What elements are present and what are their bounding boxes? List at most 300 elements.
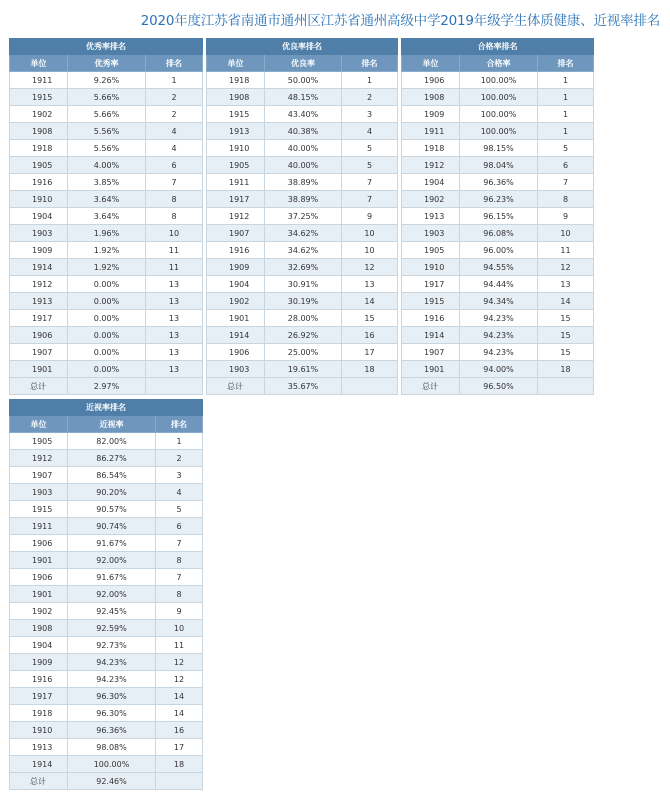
unit-cell: 1903: [10, 225, 68, 242]
table-row: [10, 603, 203, 620]
rate-cell: 94.23%: [460, 310, 538, 327]
table-row: [10, 191, 203, 208]
rank-cell: 7: [156, 569, 203, 586]
rate-cell: 3.85%: [68, 174, 146, 191]
unit-cell: 1914: [402, 327, 460, 344]
good-rate-table: [206, 38, 398, 395]
unit-cell: 1915: [10, 501, 68, 518]
rank-cell: 13: [146, 344, 203, 361]
rate-cell: 94.55%: [460, 259, 538, 276]
table-row: [10, 327, 203, 344]
rate-cell: 96.36%: [460, 174, 538, 191]
rate-cell: 0.00%: [68, 293, 146, 310]
unit-cell: 1903: [207, 361, 265, 378]
table-row: [207, 293, 398, 310]
rate-cell: 3.64%: [68, 208, 146, 225]
rate-cell: 100.00%: [68, 756, 156, 773]
rate-cell: 92.73%: [68, 637, 156, 654]
rate-cell: 98.15%: [460, 140, 538, 157]
table-caption: 合格率排名: [402, 39, 594, 55]
unit-cell: 1912: [10, 450, 68, 467]
unit-cell: 1916: [207, 242, 265, 259]
unit-cell: 1908: [10, 123, 68, 140]
unit-cell: 1911: [10, 72, 68, 89]
rank-cell: 3: [156, 467, 203, 484]
unit-cell: 1906: [402, 72, 460, 89]
table-row: [207, 344, 398, 361]
table-row: [402, 276, 594, 293]
unit-cell: 1912: [207, 208, 265, 225]
table-row: [10, 259, 203, 276]
total-label: 总计: [10, 378, 68, 395]
unit-cell: 1902: [10, 603, 68, 620]
table-row: [10, 174, 203, 191]
unit-cell: 1909: [207, 259, 265, 276]
unit-cell: 1914: [10, 756, 68, 773]
table-row: [402, 361, 594, 378]
table-row: [402, 293, 594, 310]
rate-cell: 91.67%: [68, 535, 156, 552]
rate-cell: 30.19%: [265, 293, 342, 310]
rank-cell: 2: [156, 450, 203, 467]
rate-cell: 100.00%: [460, 89, 538, 106]
table-row: [402, 89, 594, 106]
rate-cell: 5.66%: [68, 106, 146, 123]
rank-cell: 5: [342, 140, 398, 157]
table-row: [402, 157, 594, 174]
unit-cell: 1906: [10, 569, 68, 586]
total-row: [10, 773, 203, 790]
rate-cell: 4.00%: [68, 157, 146, 174]
rate-cell: 94.00%: [460, 361, 538, 378]
rate-cell: 34.62%: [265, 225, 342, 242]
unit-cell: 1916: [10, 671, 68, 688]
rank-cell: 4: [156, 484, 203, 501]
unit-cell: 1909: [402, 106, 460, 123]
table-row: [10, 722, 203, 739]
table-row: [10, 501, 203, 518]
rate-cell: 94.23%: [460, 327, 538, 344]
rank-cell: 7: [156, 535, 203, 552]
table-row: [402, 208, 594, 225]
table-row: [10, 140, 203, 157]
rate-cell: 86.27%: [68, 450, 156, 467]
rank-cell: 7: [342, 191, 398, 208]
rate-cell: 90.57%: [68, 501, 156, 518]
table-row: [402, 259, 594, 276]
rate-cell: 92.45%: [68, 603, 156, 620]
table-row: [402, 140, 594, 157]
unit-cell: 1917: [10, 688, 68, 705]
table-row: [10, 484, 203, 501]
rate-cell: 91.67%: [68, 569, 156, 586]
total-value: 96.50%: [460, 378, 538, 395]
unit-cell: 1907: [207, 225, 265, 242]
unit-cell: 1901: [402, 361, 460, 378]
rank-cell: 18: [342, 361, 398, 378]
unit-cell: 1912: [10, 276, 68, 293]
rate-cell: 92.59%: [68, 620, 156, 637]
rate-cell: 100.00%: [460, 106, 538, 123]
total-value: 35.67%: [265, 378, 342, 395]
unit-cell: 1905: [10, 433, 68, 450]
rate-cell: 30.91%: [265, 276, 342, 293]
rank-cell: 3: [342, 106, 398, 123]
column-header-rank: 排名: [538, 55, 594, 72]
rate-cell: 96.36%: [68, 722, 156, 739]
table-row: [10, 671, 203, 688]
rank-cell: 1: [156, 433, 203, 450]
rank-cell: 14: [538, 293, 594, 310]
unit-cell: 1904: [402, 174, 460, 191]
unit-cell: 1911: [402, 123, 460, 140]
unit-cell: 1915: [10, 89, 68, 106]
rank-cell: 18: [538, 361, 594, 378]
rank-cell: 16: [342, 327, 398, 344]
unit-cell: 1905: [402, 242, 460, 259]
rate-cell: 96.23%: [460, 191, 538, 208]
rate-cell: 100.00%: [460, 123, 538, 140]
table-row: [10, 123, 203, 140]
table-row: [10, 225, 203, 242]
rank-cell: 9: [156, 603, 203, 620]
rank-cell: 13: [146, 310, 203, 327]
rank-cell: 18: [156, 756, 203, 773]
rank-cell: 7: [146, 174, 203, 191]
rate-cell: 92.00%: [68, 552, 156, 569]
unit-cell: 1916: [402, 310, 460, 327]
table-row: [10, 310, 203, 327]
excellent-rate-table: [9, 38, 203, 395]
column-header-rate: 合格率: [460, 55, 538, 72]
table-row: [10, 89, 203, 106]
rank-cell: 17: [156, 739, 203, 756]
rank-cell: 10: [146, 225, 203, 242]
rank-cell: 5: [156, 501, 203, 518]
table-row: [10, 552, 203, 569]
rank-cell: 15: [538, 327, 594, 344]
rate-cell: 5.56%: [68, 123, 146, 140]
rate-cell: 28.00%: [265, 310, 342, 327]
column-header-rank: 排名: [156, 416, 203, 433]
rank-cell: 10: [538, 225, 594, 242]
rank-cell: 14: [156, 688, 203, 705]
rank-cell: 6: [538, 157, 594, 174]
total-rank: [538, 378, 594, 395]
rank-cell: 8: [156, 552, 203, 569]
table-row: [10, 361, 203, 378]
rank-cell: 12: [156, 654, 203, 671]
unit-cell: 1910: [10, 191, 68, 208]
table-row: [10, 106, 203, 123]
rate-cell: 1.92%: [68, 242, 146, 259]
rate-cell: 3.64%: [68, 191, 146, 208]
unit-cell: 1907: [10, 344, 68, 361]
unit-cell: 1906: [10, 535, 68, 552]
rate-cell: 94.34%: [460, 293, 538, 310]
unit-cell: 1901: [10, 361, 68, 378]
rank-cell: 14: [156, 705, 203, 722]
rate-cell: 94.23%: [460, 344, 538, 361]
unit-cell: 1907: [10, 467, 68, 484]
unit-cell: 1917: [10, 310, 68, 327]
rank-cell: 13: [146, 293, 203, 310]
rate-cell: 98.04%: [460, 157, 538, 174]
unit-cell: 1910: [207, 140, 265, 157]
table-row: [10, 450, 203, 467]
table-row: [10, 276, 203, 293]
column-header-unit: 单位: [10, 55, 68, 72]
total-label: 总计: [10, 773, 68, 790]
table-row: [10, 756, 203, 773]
unit-cell: 1911: [10, 518, 68, 535]
table-row: [10, 208, 203, 225]
rate-cell: 38.89%: [265, 174, 342, 191]
table-row: [10, 688, 203, 705]
column-header-rate: 优良率: [265, 55, 342, 72]
table-row: [10, 344, 203, 361]
table-row: [10, 293, 203, 310]
unit-cell: 1905: [10, 157, 68, 174]
rate-cell: 96.30%: [68, 688, 156, 705]
rate-cell: 94.44%: [460, 276, 538, 293]
rate-cell: 34.62%: [265, 242, 342, 259]
table-row: [10, 654, 203, 671]
table-row: [207, 123, 398, 140]
unit-cell: 1913: [10, 293, 68, 310]
table-row: [402, 191, 594, 208]
rank-cell: 17: [342, 344, 398, 361]
unit-cell: 1903: [10, 484, 68, 501]
rank-cell: 13: [146, 361, 203, 378]
unit-cell: 1918: [10, 140, 68, 157]
rank-cell: 8: [146, 208, 203, 225]
table-row: [10, 535, 203, 552]
table-row: [402, 225, 594, 242]
unit-cell: 1918: [10, 705, 68, 722]
table-caption: 优良率排名: [207, 39, 398, 55]
column-header-rank: 排名: [342, 55, 398, 72]
rate-cell: 96.30%: [68, 705, 156, 722]
unit-cell: 1918: [207, 72, 265, 89]
unit-cell: 1901: [207, 310, 265, 327]
unit-cell: 1903: [402, 225, 460, 242]
rank-cell: 10: [156, 620, 203, 637]
rank-cell: 4: [342, 123, 398, 140]
rate-cell: 5.56%: [68, 140, 146, 157]
unit-cell: 1906: [207, 344, 265, 361]
unit-cell: 1905: [207, 157, 265, 174]
unit-cell: 1908: [402, 89, 460, 106]
rate-cell: 1.96%: [68, 225, 146, 242]
rank-cell: 1: [538, 106, 594, 123]
rate-cell: 37.25%: [265, 208, 342, 225]
table-row: [10, 157, 203, 174]
rank-cell: 8: [156, 586, 203, 603]
rate-cell: 94.23%: [68, 671, 156, 688]
unit-cell: 1908: [207, 89, 265, 106]
table-row: [207, 106, 398, 123]
total-value: 2.97%: [68, 378, 146, 395]
table-row: [207, 89, 398, 106]
column-header-rank: 排名: [146, 55, 203, 72]
table-row: [402, 72, 594, 89]
unit-cell: 1904: [10, 208, 68, 225]
table-row: [402, 344, 594, 361]
page-title: 2020年度江苏省南通市通州区江苏省通州高级中学2019年级学生体质健康、近视率排名: [140, 13, 660, 29]
table-row: [207, 361, 398, 378]
rank-cell: 12: [538, 259, 594, 276]
rank-cell: 1: [146, 72, 203, 89]
column-header-unit: 单位: [207, 55, 265, 72]
table-row: [207, 327, 398, 344]
unit-cell: 1901: [10, 586, 68, 603]
rank-cell: 12: [342, 259, 398, 276]
rank-cell: 16: [156, 722, 203, 739]
unit-cell: 1913: [10, 739, 68, 756]
rate-cell: 90.74%: [68, 518, 156, 535]
unit-cell: 1909: [10, 242, 68, 259]
rank-cell: 12: [156, 671, 203, 688]
rank-cell: 8: [146, 191, 203, 208]
table-row: [10, 518, 203, 535]
total-rank: [146, 378, 203, 395]
table-caption: 近视率排名: [10, 400, 203, 416]
rate-cell: 82.00%: [68, 433, 156, 450]
rate-cell: 9.26%: [68, 72, 146, 89]
table-row: [207, 191, 398, 208]
table-row: [207, 140, 398, 157]
rank-cell: 11: [146, 242, 203, 259]
unit-cell: 1913: [402, 208, 460, 225]
rank-cell: 4: [146, 123, 203, 140]
unit-cell: 1910: [10, 722, 68, 739]
rate-cell: 50.00%: [265, 72, 342, 89]
rate-cell: 5.66%: [68, 89, 146, 106]
rank-cell: 9: [538, 208, 594, 225]
myopia-rate-table: [9, 399, 203, 790]
rate-cell: 0.00%: [68, 327, 146, 344]
rank-cell: 11: [146, 259, 203, 276]
rank-cell: 11: [156, 637, 203, 654]
unit-cell: 1909: [10, 654, 68, 671]
rank-cell: 15: [538, 310, 594, 327]
unit-cell: 1913: [207, 123, 265, 140]
column-header-rate: 优秀率: [68, 55, 146, 72]
rank-cell: 8: [538, 191, 594, 208]
rank-cell: 1: [342, 72, 398, 89]
unit-cell: 1918: [402, 140, 460, 157]
rate-cell: 0.00%: [68, 344, 146, 361]
rank-cell: 7: [538, 174, 594, 191]
unit-cell: 1902: [207, 293, 265, 310]
table-row: [10, 467, 203, 484]
rate-cell: 94.23%: [68, 654, 156, 671]
rank-cell: 15: [538, 344, 594, 361]
total-label: 总计: [207, 378, 265, 395]
rank-cell: 11: [538, 242, 594, 259]
rank-cell: 4: [146, 140, 203, 157]
rank-cell: 1: [538, 123, 594, 140]
rate-cell: 40.00%: [265, 157, 342, 174]
table-row: [207, 72, 398, 89]
rate-cell: 96.08%: [460, 225, 538, 242]
table-row: [10, 586, 203, 603]
rate-cell: 0.00%: [68, 361, 146, 378]
rank-cell: 15: [342, 310, 398, 327]
total-label: 总计: [402, 378, 460, 395]
total-rank: [156, 773, 203, 790]
rank-cell: 6: [156, 518, 203, 535]
unit-cell: 1906: [10, 327, 68, 344]
rate-cell: 32.69%: [265, 259, 342, 276]
rate-cell: 1.92%: [68, 259, 146, 276]
rank-cell: 1: [538, 89, 594, 106]
rank-cell: 6: [146, 157, 203, 174]
rate-cell: 92.00%: [68, 586, 156, 603]
unit-cell: 1901: [10, 552, 68, 569]
rate-cell: 19.61%: [265, 361, 342, 378]
unit-cell: 1910: [402, 259, 460, 276]
unit-cell: 1904: [10, 637, 68, 654]
table-row: [207, 310, 398, 327]
total-row: [402, 378, 594, 395]
rate-cell: 96.00%: [460, 242, 538, 259]
column-header-unit: 单位: [10, 416, 68, 433]
table-row: [10, 705, 203, 722]
table-row: [207, 174, 398, 191]
unit-cell: 1917: [207, 191, 265, 208]
rate-cell: 86.54%: [68, 467, 156, 484]
rate-cell: 96.15%: [460, 208, 538, 225]
table-row: [207, 157, 398, 174]
total-value: 92.46%: [68, 773, 156, 790]
rank-cell: 5: [342, 157, 398, 174]
unit-cell: 1915: [402, 293, 460, 310]
rate-cell: 0.00%: [68, 276, 146, 293]
table-row: [207, 259, 398, 276]
table-row: [10, 72, 203, 89]
unit-cell: 1917: [402, 276, 460, 293]
rank-cell: 2: [146, 89, 203, 106]
table-row: [207, 208, 398, 225]
rate-cell: 100.00%: [460, 72, 538, 89]
rate-cell: 48.15%: [265, 89, 342, 106]
rank-cell: 2: [342, 89, 398, 106]
unit-cell: 1915: [207, 106, 265, 123]
rank-cell: 9: [342, 208, 398, 225]
rate-cell: 38.89%: [265, 191, 342, 208]
total-row: [10, 378, 203, 395]
table-row: [10, 620, 203, 637]
unit-cell: 1916: [10, 174, 68, 191]
unit-cell: 1908: [10, 620, 68, 637]
total-rank: [342, 378, 398, 395]
table-row: [207, 242, 398, 259]
rank-cell: 5: [538, 140, 594, 157]
unit-cell: 1914: [10, 259, 68, 276]
rank-cell: 10: [342, 225, 398, 242]
column-header-unit: 单位: [402, 55, 460, 72]
table-row: [207, 225, 398, 242]
table-row: [402, 242, 594, 259]
pass-rate-table: [401, 38, 594, 395]
table-row: [10, 433, 203, 450]
unit-cell: 1902: [10, 106, 68, 123]
rate-cell: 43.40%: [265, 106, 342, 123]
unit-cell: 1902: [402, 191, 460, 208]
rank-cell: 13: [146, 276, 203, 293]
